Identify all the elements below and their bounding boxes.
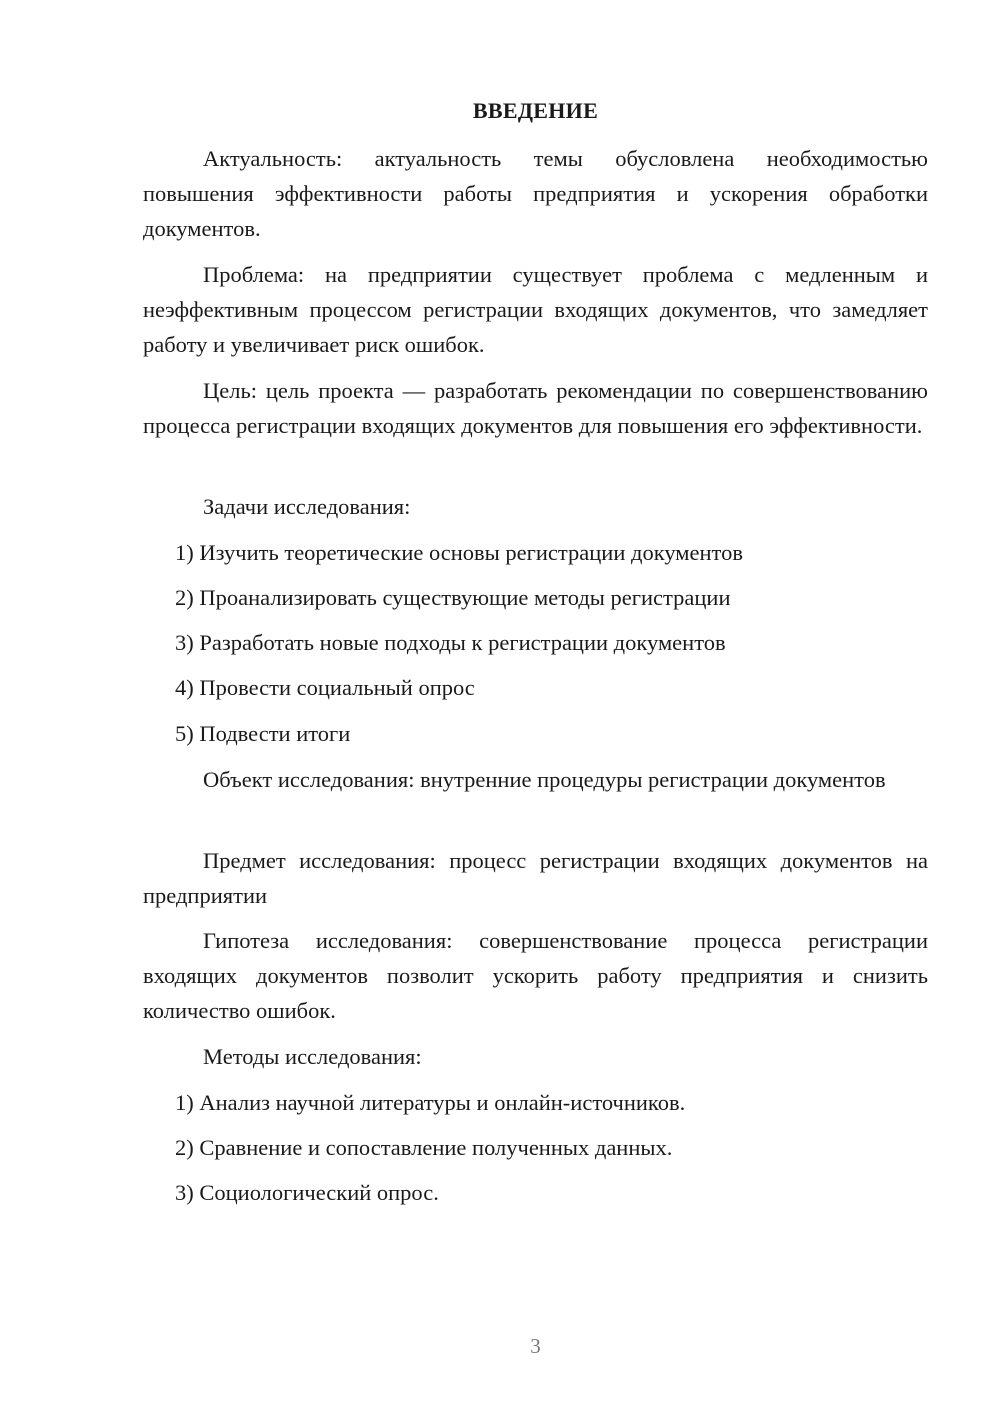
task-item-1: 1) Изучить теоретические основы регистрации документов	[175, 540, 743, 565]
task-item-5: 5) Подвести итоги	[175, 721, 351, 746]
page-title: ВВЕДЕНИЕ	[472, 98, 599, 123]
task-item-3: 3) Разработать новые подходы к регистрации документов	[175, 630, 726, 655]
object-paragraph: Объект исследования: внутренние процедуры регистрации документов	[203, 767, 886, 792]
relevance-paragraph: Актуальность: актуальность темы обусловлена необходимостью повышения эффективности работы предприятия и ускорения обработки документов.	[143, 146, 928, 241]
method-item-3: 3) Социологический опрос.	[175, 1180, 439, 1205]
method-item-2: 2) Сравнение и сопоставление полученных данных.	[175, 1135, 673, 1160]
task-item-2: 2) Проанализировать существующие методы регистрации	[175, 585, 731, 610]
hypothesis-paragraph: Гипотеза исследования: совершенствование процесса регистрации входящих документов позволит ускорить работу предприятия и снизить количество ошибок.	[143, 928, 928, 1023]
subject-paragraph: Предмет исследования: процесс регистрации входящих документов на предприятии	[143, 848, 928, 908]
task-item-4: 4) Провести социальный опрос	[175, 675, 475, 700]
document-page	[143, 0, 928, 1414]
methods-heading: Методы исследования:	[203, 1044, 422, 1069]
method-item-1: 1) Анализ научной литературы и онлайн-источников.	[175, 1090, 686, 1115]
tasks-heading: Задачи исследования:	[203, 494, 411, 519]
problem-paragraph: Проблема: на предприятии существует проблема с медленным и неэффективным процессом регистрации входящих документов, что замедляет работу и увеличивает риск ошибок.	[143, 262, 928, 357]
goal-paragraph: Цель: цель проекта — разработать рекомендации по совершенствованию процесса регистрации входящих документов для повышения его эффективности.	[143, 378, 928, 438]
page-number: 3	[530, 1334, 541, 1358]
